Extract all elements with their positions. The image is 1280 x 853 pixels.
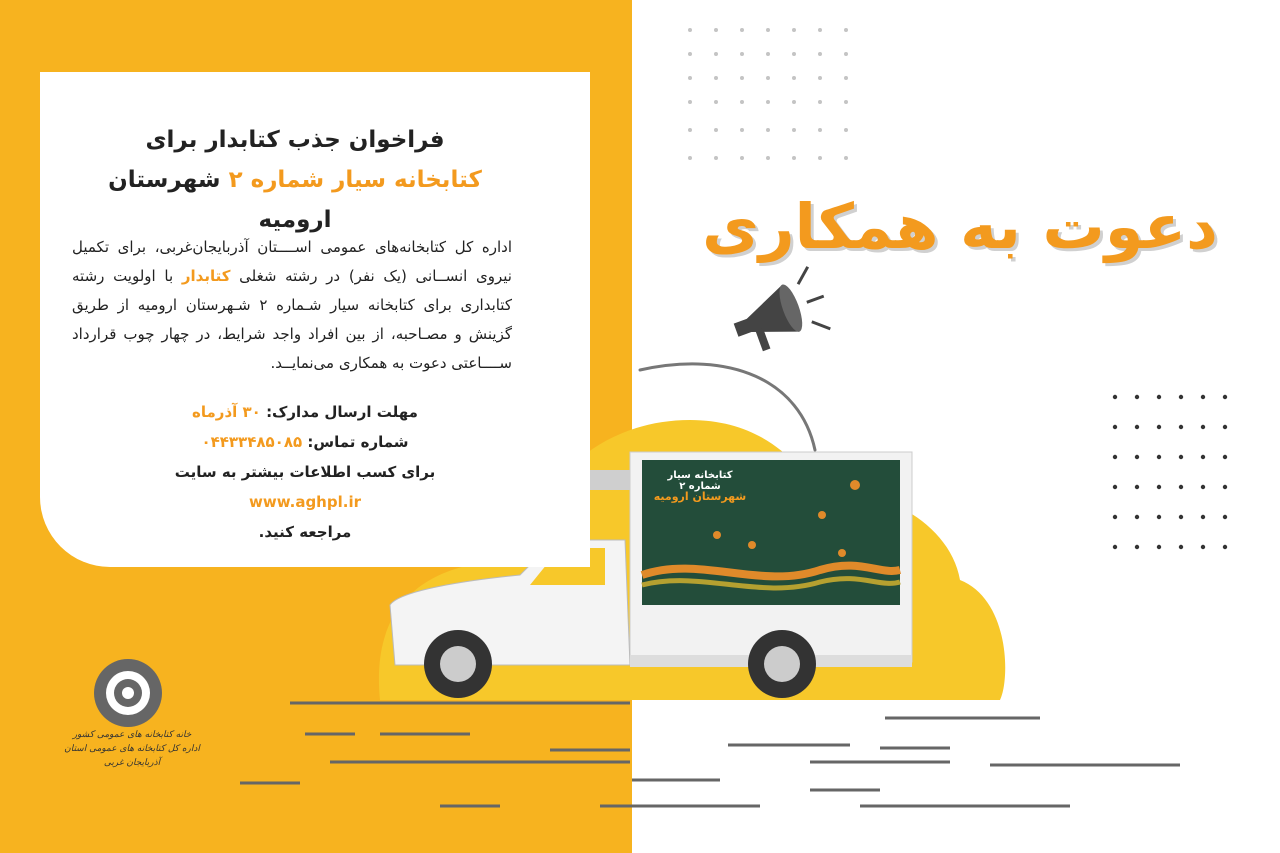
- logo-text: [62, 728, 202, 770]
- van-panel-line2: شهرستان ارومیه: [653, 490, 747, 503]
- card-title-accent: کتابخانه سیار شماره ۲: [228, 167, 482, 193]
- card-body: [72, 233, 512, 378]
- card-title: [70, 120, 520, 240]
- site-text: برای کسب اطلاعات بیشتر به سایت: [174, 463, 436, 481]
- logo-line2: اداره کل کتابخانه های عمومی استان آذربایجان غربی: [64, 744, 200, 768]
- card-title-rest: شهرستان ارومیه: [108, 167, 332, 233]
- phone-value: ۰۴۴۳۳۴۸۵۰۸۵: [201, 433, 303, 451]
- phone-label: شماره تماس:: [307, 433, 409, 451]
- dot-grid-top-lower: [688, 128, 848, 160]
- card-title-line1: فراخوان جذب کتابدار برای: [145, 127, 445, 153]
- logo-emblem-icon: [94, 659, 162, 727]
- deadline-row: [170, 397, 440, 427]
- deadline-value: ۳۰ آذرماه: [192, 403, 261, 421]
- dot-grid-top: [688, 28, 848, 104]
- contact-info: [170, 397, 440, 547]
- site-url-link[interactable]: www.aghpl.ir: [249, 493, 361, 511]
- logo-line1: خانه کتابخانه های عمومی کشور: [72, 730, 192, 740]
- headline: دعوت به همکاری: [702, 190, 1218, 263]
- dot-grid-right: [1113, 395, 1227, 549]
- site-suffix: مراجعه کنید.: [258, 523, 352, 541]
- deadline-label: مهلت ارسال مدارک:: [266, 403, 418, 421]
- megaphone-icon: [724, 265, 835, 359]
- card-body-part1: اداره کل کتابخانه‌های عمومی اســــتان آذربایجان‌غربی، برای تکمیل نیروی انســانی (یک نفر) در رشته شغلی: [72, 238, 512, 285]
- card-body-part2: با اولویت رشته کتابداری برای کتابخانه سیار شـماره ۲ شـهرستان ارومیه از طریق گزینش و مصـاحبه، از بین افراد واجد شرایط، در چهار چوب قرارداد ســــاعتی دعوت به همکاری می‌نمایــد.: [72, 267, 512, 372]
- phone-row: [170, 427, 440, 457]
- van-panel-line1: کتابخانه سیار شماره ۲: [667, 470, 733, 492]
- card-body-accent: کتابدار: [181, 267, 231, 285]
- speed-lines: [240, 703, 1180, 806]
- card-title-line2: [70, 160, 520, 240]
